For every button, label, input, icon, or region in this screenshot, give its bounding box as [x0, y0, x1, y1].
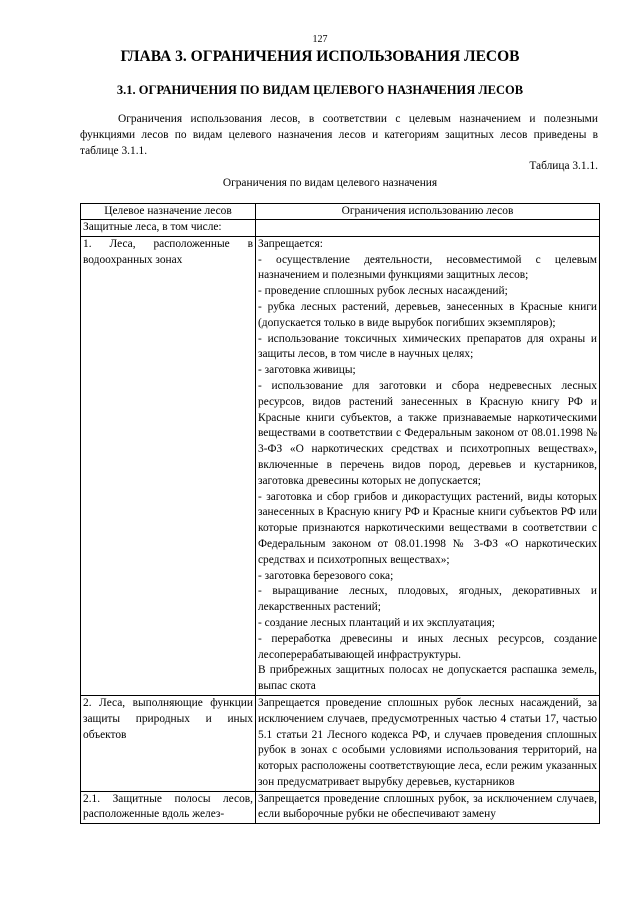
restriction-line: - заготовка березового сока;: [258, 569, 394, 582]
restriction-line: Запрещается:: [258, 237, 323, 250]
restrictions-cell: [256, 236, 600, 695]
header-restrictions: Ограничения использованию лесов: [256, 204, 600, 220]
table-header-row: [81, 204, 600, 220]
intro-paragraph: Ограничения использования лесов, в соответствии с целевым назначением и полезными функциями лесов по видам целевого назначения лесов и категориям защитных лесов приведены в таблице 3.1.1.: [80, 113, 598, 157]
restriction-line: - заготовка живицы;: [258, 364, 356, 377]
restriction-line: - выращивание лесных, плодовых, ягодных, декоративных и лекарственных растений;: [258, 585, 597, 614]
header-purpose: Целевое назначение лесов: [81, 204, 256, 220]
restrictions-table: [80, 203, 600, 824]
restriction-line: В прибрежных защитных полосах не допускается распашка земель, выпас скота: [258, 664, 597, 693]
chapter-title: ГЛАВА 3. ОГРАНИЧЕНИЯ ИСПОЛЬЗОВАНИЯ ЛЕСОВ: [120, 48, 520, 65]
table-row: [81, 791, 600, 824]
restriction-line: - создание лесных плантаций и их эксплуатация;: [258, 616, 495, 629]
table-caption: Таблица 3.1.1.: [529, 160, 598, 172]
restrictions-cell: [256, 791, 600, 824]
restriction-line: - проведение сплошных рубок лесных насаждений;: [258, 285, 508, 298]
purpose-cell: 2.1. Защитные полосы лесов, расположенные вдоль желез-: [81, 791, 256, 824]
table-row: [81, 695, 600, 791]
table-row: [81, 236, 600, 695]
restriction-line: - рубка лесных растений, деревьев, занесенных в Красные книги (допускается только в виде вырубок погибших экземпляров);: [258, 300, 597, 329]
restriction-line: - осуществление деятельности, несовместимой с целевым назначением и полезными функциями защитных лесов;: [258, 253, 597, 282]
restriction-line: - заготовка и сбор грибов и дикорастущих растений, виды которых занесенных в Красную книгу РФ и Красные книги субъектов РФ или которые признаются наркотическими веществами в соответствии с Федеральным законом от 08.01.1998 № 3-ФЗ «О наркотических средствах и психотропных веществах»;: [258, 490, 597, 566]
purpose-cell: 2. Леса, выполняющие функции защиты природных и иных объектов: [81, 695, 256, 791]
restriction-line: Запрещается проведение сплошных рубок, за исключением случаев, если выборочные рубки не обеспечивают замену: [258, 792, 597, 821]
section-title: 3.1. ОГРАНИЧЕНИЯ ПО ВИДАМ ЦЕЛЕВОГО НАЗНАЧЕНИЯ ЛЕСОВ: [116, 83, 524, 97]
group-empty-cell: [256, 220, 600, 237]
restrictions-cell: [256, 695, 600, 791]
restriction-line: - использование для заготовки и сбора недревесных лесных ресурсов, видов растений занесенных в Красную книгу РФ и Красные книги субъектов, а также признаваемые наркотическими веществами в соответствии с Федеральным законом от 08.01.1998 № 3-ФЗ «О наркотических средствах и психотропных веществах», включенные в перечень видов пород, деревьев и кустарников, заготовка древесины которых не допускается;: [258, 379, 597, 487]
restriction-line: Запрещается проведение сплошных рубок лесных насаждений, за исключением случаев, предусмотренных частью 4 статьи 17, частью 5.1 статьи 21 Лесного кодекса РФ, и случаев проведения сплошных рубок в зонах с особыми условиями использования территорий, на которых расположены соответствующие леса, если режим указанных зон предусматривает вырубку деревьев, кустарников: [258, 696, 597, 788]
table-title: Ограничения по видам целевого назначения: [222, 177, 438, 189]
purpose-cell: 1. Леса, расположенные в водоохранных зонах: [81, 236, 256, 695]
restriction-line: - переработка древесины и иных лесных ресурсов, создание лесоперерабатывающей инфраструктуры.: [258, 632, 597, 661]
group-label: Защитные леса, в том числе:: [81, 220, 256, 237]
table-group-row: [81, 220, 600, 237]
restriction-line: - использование токсичных химических препаратов для охраны и защиты лесов, в том числе в научных целях;: [258, 332, 597, 361]
page-number: 127: [312, 34, 328, 45]
